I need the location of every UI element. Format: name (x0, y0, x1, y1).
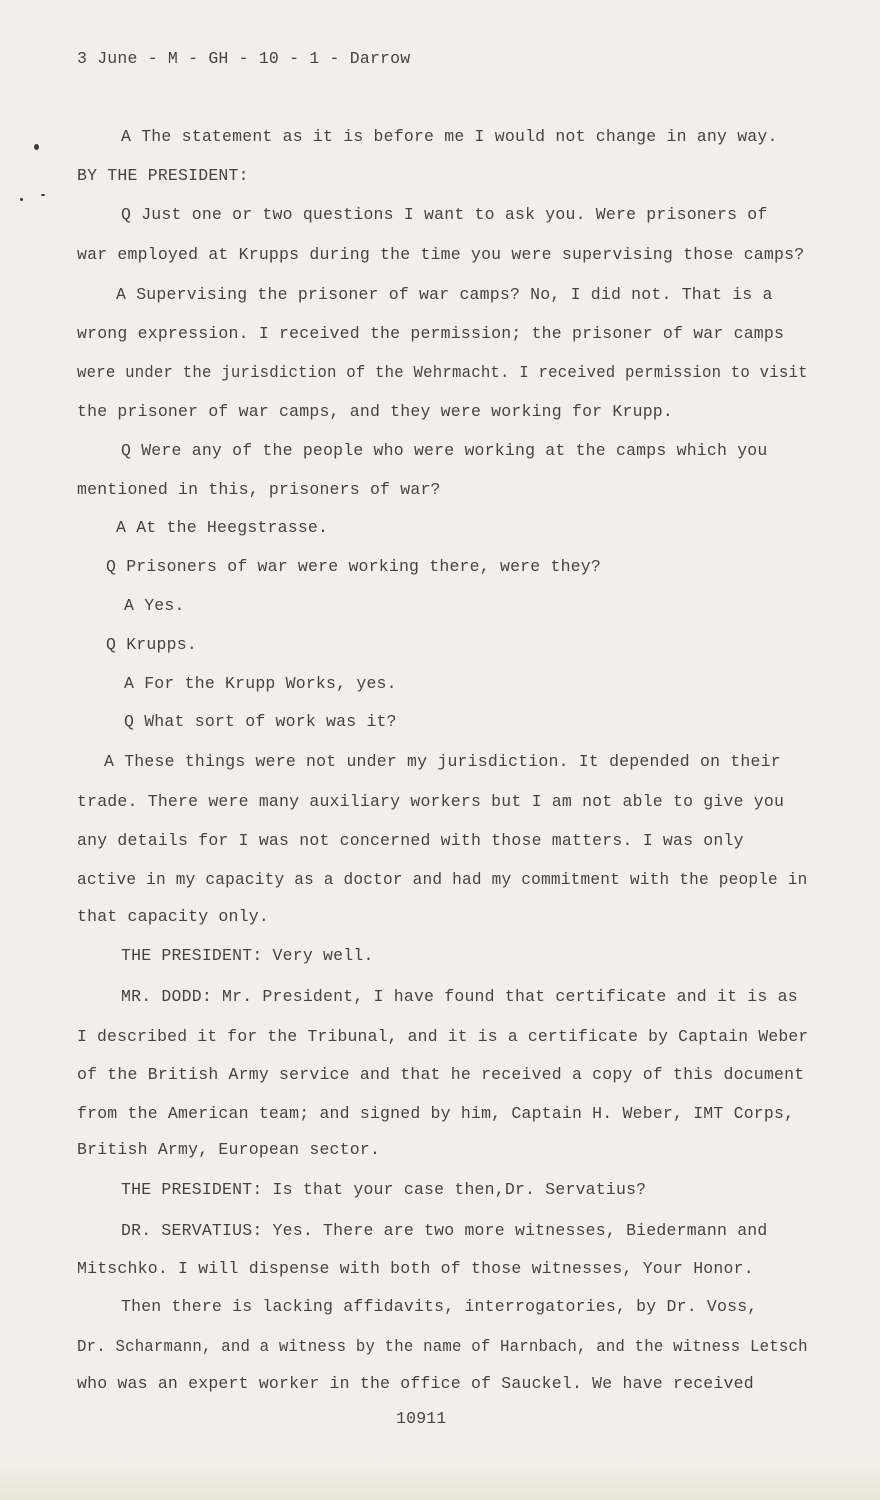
text-line: Then there is lacking affidavits, interrogatories, by Dr. Voss, (121, 1297, 758, 1316)
speaker-line: THE PRESIDENT: Very well. (121, 946, 374, 965)
text-line: British Army, European sector. (77, 1140, 381, 1159)
text-line: the prisoner of war camps, and they were working for Krupp. (77, 402, 673, 421)
page-header: 3 June - M - GH - 10 - 1 - Darrow (77, 49, 411, 68)
text-line: trade. There were many auxiliary workers but I am not able to give you (77, 792, 785, 811)
speaker-line: THE PRESIDENT: Is that your case then,Dr. Servatius? (121, 1180, 647, 1199)
speaker-line: MR. DODD: Mr. President, I have found that certificate and it is as (121, 987, 798, 1006)
text-line: Dr. Scharmann, and a witness by the name of Harnbach, and the witness Letsch (77, 1337, 808, 1356)
text-line: mentioned in this, prisoners of war? (77, 480, 441, 499)
text-line: wrong expression. I received the permission; the prisoner of war camps (77, 324, 785, 343)
ink-dot (20, 198, 23, 201)
ink-dot (41, 194, 45, 196)
question-line: Q Krupps. (106, 635, 197, 654)
question-line: Q Were any of the people who were working at the camps which you (121, 441, 768, 460)
text-line: Mitschko. I will dispense with both of those witnesses, Your Honor. (77, 1259, 754, 1278)
text-line: of the British Army service and that he received a copy of this document (77, 1065, 805, 1084)
text-line: from the American team; and signed by him, Captain H. Weber, IMT Corps, (77, 1104, 795, 1123)
speaker-line: DR. SERVATIUS: Yes. There are two more witnesses, Biedermann and (121, 1221, 768, 1240)
question-line: Q Just one or two questions I want to ask you. Were prisoners of (121, 205, 768, 224)
answer-line: A Supervising the prisoner of war camps? No, I did not. That is a (116, 285, 773, 304)
speaker-heading: BY THE PRESIDENT: (77, 166, 249, 185)
text-line: active in my capacity as a doctor and had my commitment with the people in (77, 870, 808, 889)
text-line: who was an expert worker in the office of Sauckel. We have received (77, 1374, 754, 1393)
text-line: war employed at Krupps during the time you were supervising those camps? (77, 245, 805, 264)
text-line: were under the jurisdiction of the Wehrmacht. I received permission to visit (77, 363, 808, 382)
answer-line: A The statement as it is before me I would not change in any way. (121, 127, 778, 146)
answer-line: A These things were not under my jurisdiction. It depended on their (104, 752, 781, 771)
question-line: Q What sort of work was it? (124, 712, 397, 731)
page-number: 10911 (396, 1409, 447, 1428)
ink-dot (34, 144, 39, 150)
text-line: that capacity only. (77, 907, 269, 926)
text-line: I described it for the Tribunal, and it is a certificate by Captain Weber (77, 1027, 809, 1046)
text-line: any details for I was not concerned with those matters. I was only (77, 831, 744, 850)
answer-line: A At the Heegstrasse. (116, 518, 329, 537)
answer-line: A For the Krupp Works, yes. (124, 674, 397, 693)
question-line: Q Prisoners of war were working there, were they? (106, 557, 601, 576)
answer-line: A Yes. (124, 596, 185, 615)
